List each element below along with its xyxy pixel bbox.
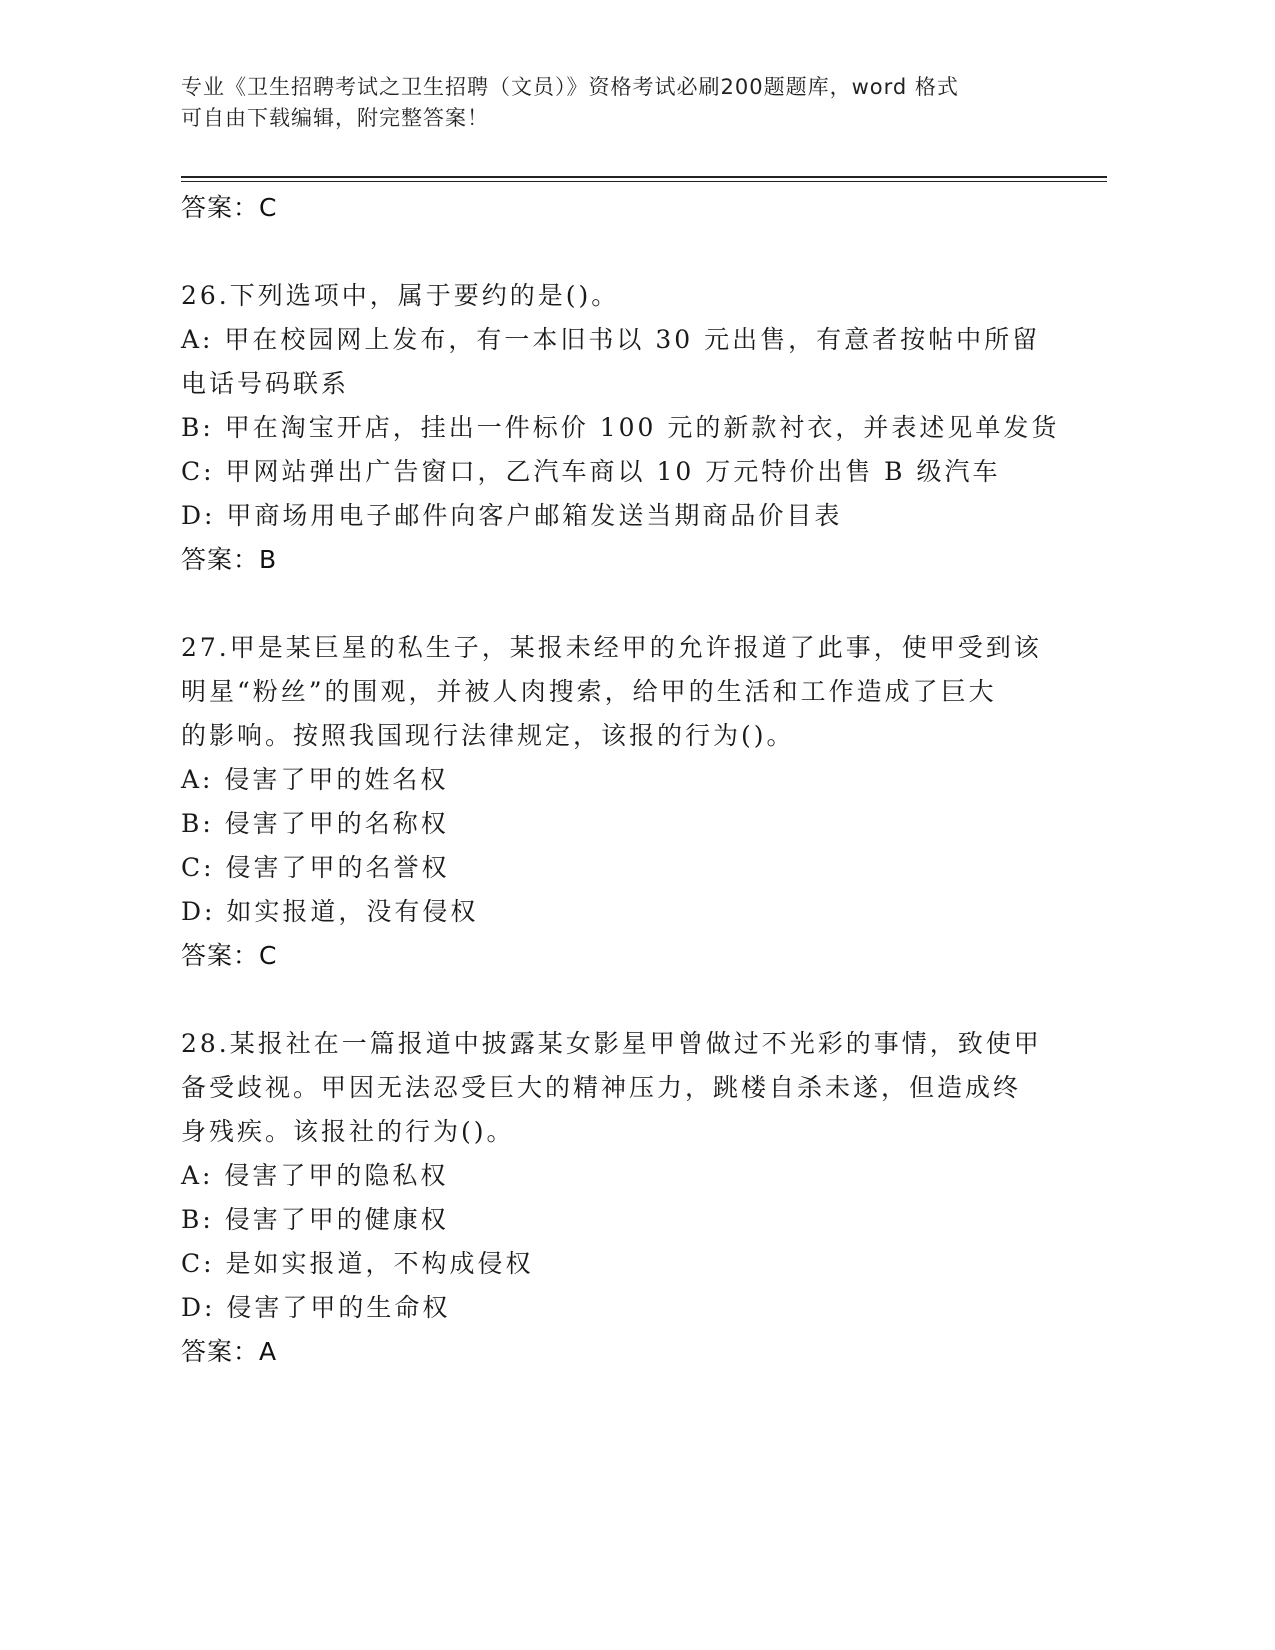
header-rule-thin [181, 181, 1107, 182]
option-b: B: 侵害了甲的名称权 [181, 809, 449, 838]
question-stem: 28.某报社在一篇报道中披露某女影星甲曾做过不光彩的事情，致使甲 [181, 1029, 1042, 1058]
option-a: A: 侵害了甲的姓名权 [181, 765, 449, 794]
question-stem: 27.甲是某巨星的私生子，某报未经甲的允许报道了此事，使甲受到该 [181, 633, 1042, 662]
question-block [181, 626, 1081, 978]
option-d: D: 甲商场用电子邮件向客户邮箱发送当期商品价目表 [181, 501, 843, 530]
answer-line: 答案：A [181, 1337, 278, 1366]
question-stem-continued: 的影响。按照我国现行法律规定，该报的行为()。 [181, 721, 795, 750]
question-block [181, 1022, 1081, 1374]
spacer [181, 230, 1081, 274]
option-a-continued: 电话号码联系 [181, 369, 350, 398]
option-d: D: 侵害了甲的生命权 [181, 1293, 451, 1322]
option-b: B: 甲在淘宝开店，挂出一件标价 100 元的新款衬衣，并表述见单发货 [181, 413, 1060, 442]
option-a: A: 甲在校园网上发布，有一本旧书以 30 元出售，有意者按帖中所留 [181, 325, 1041, 354]
page-header [181, 72, 1061, 134]
question-list [181, 186, 1081, 1374]
spacer [181, 582, 1081, 626]
spacer [181, 978, 1081, 1022]
question-stem-continued: 备受歧视。甲因无法忍受巨大的精神压力，跳楼自杀未遂，但造成终 [181, 1073, 1022, 1102]
question-stem-continued: 明星“粉丝”的围观，并被人肉搜索，给甲的生活和工作造成了巨大 [181, 677, 997, 706]
question-block [181, 274, 1081, 582]
header-line: 可自由下载编辑，附完整答案！ [181, 106, 489, 130]
question-stem: 26.下列选项中，属于要约的是()。 [181, 281, 620, 310]
option-c: C: 甲网站弹出广告窗口，乙汽车商以 10 万元特价出售 B 级汽车 [181, 457, 1001, 486]
option-c: C: 侵害了甲的名誉权 [181, 853, 450, 882]
option-a: A: 侵害了甲的隐私权 [181, 1161, 449, 1190]
header-rule [181, 176, 1107, 178]
option-d: D: 如实报道，没有侵权 [181, 897, 479, 926]
question-stem-continued: 身残疾。该报社的行为()。 [181, 1117, 515, 1146]
option-b: B: 侵害了甲的健康权 [181, 1205, 449, 1234]
option-c: C: 是如实报道，不构成侵权 [181, 1249, 534, 1278]
answer-line: 答案：C [181, 941, 278, 970]
header-line: 专业《卫生招聘考试之卫生招聘（文员）》资格考试必刷200题题库，word 格式 [181, 75, 959, 99]
answer-line: 答案：B [181, 545, 278, 574]
previous-answer: 答案：C [181, 193, 278, 222]
